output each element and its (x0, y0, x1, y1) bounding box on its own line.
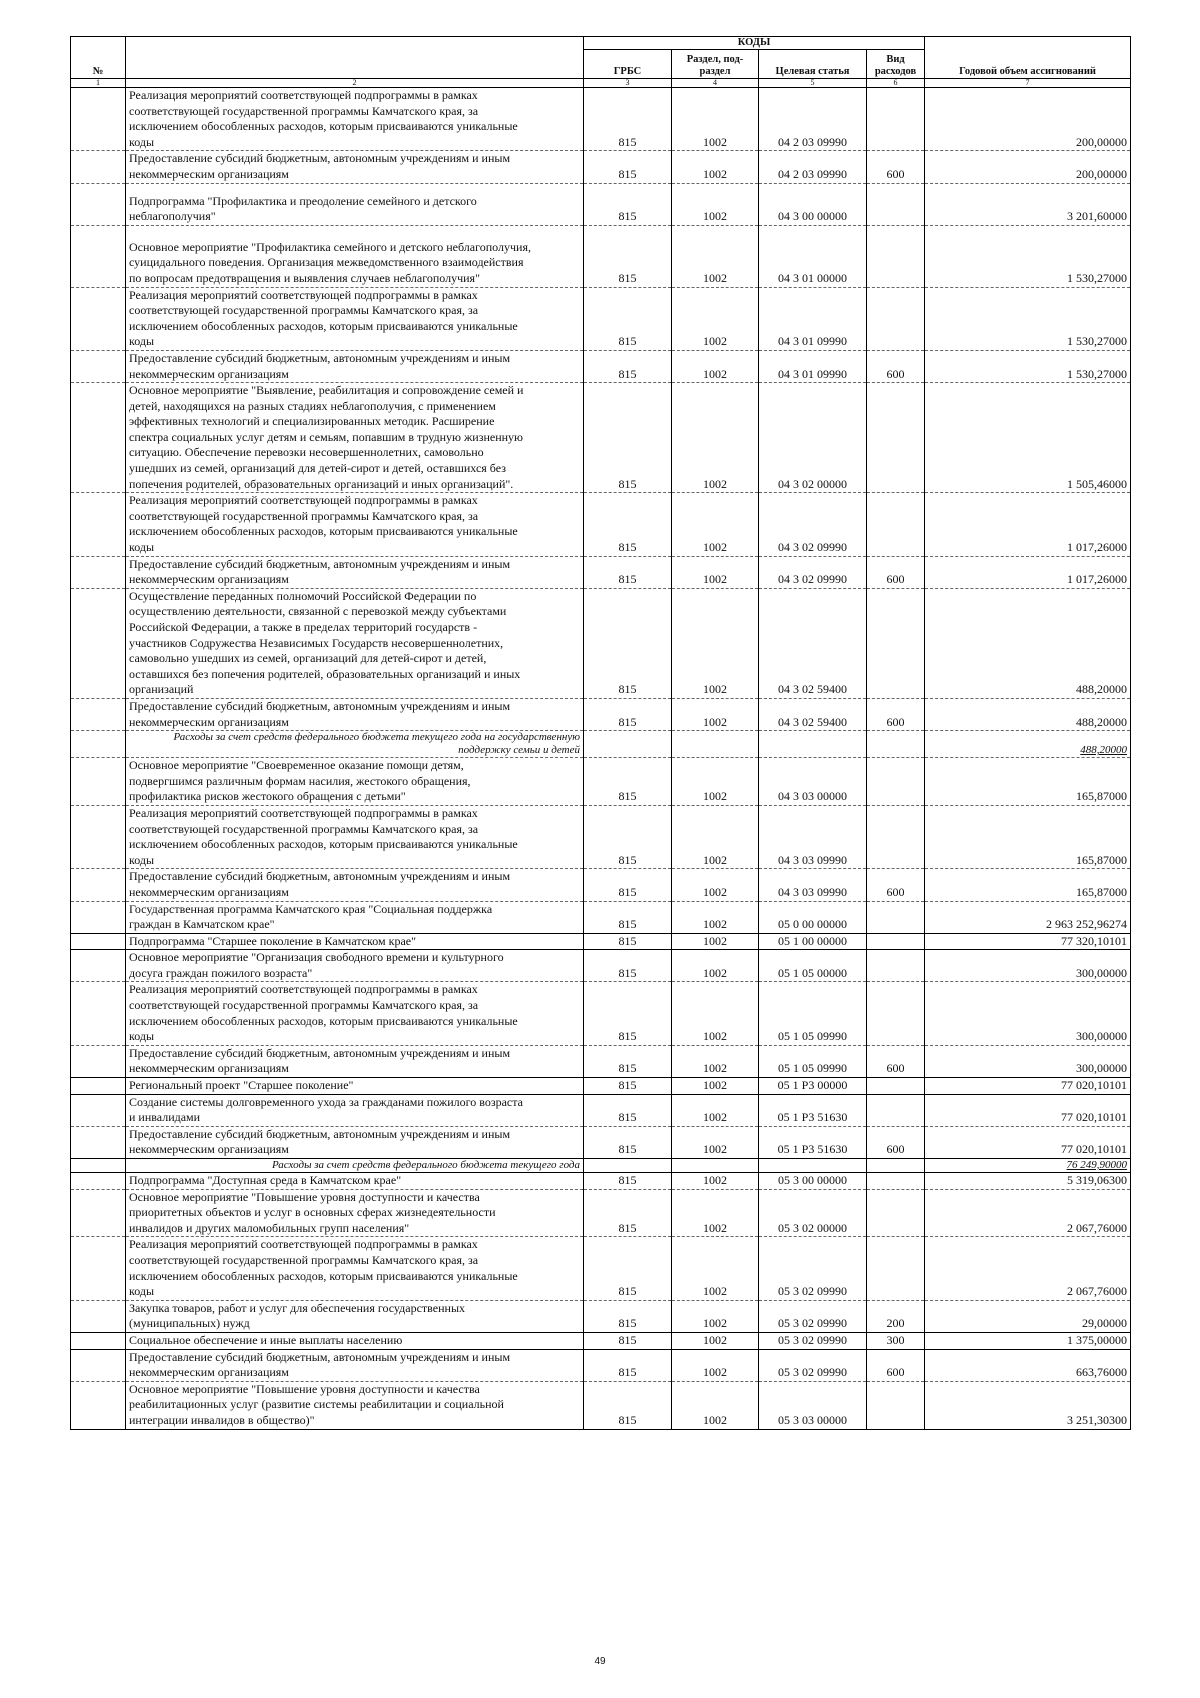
cell-exp-type: 600 (867, 1349, 925, 1381)
cell-exp-type (867, 933, 925, 950)
header-exp-type: Вид расходов (867, 50, 925, 79)
cell-grbs: 815 (584, 1300, 672, 1332)
table-row (71, 758, 1131, 806)
cell-target: 05 1 P3 00000 (759, 1078, 867, 1095)
cell-amount: 1 530,27000 (925, 350, 1131, 382)
cell-number (71, 88, 126, 151)
cell-exp-type (867, 805, 925, 868)
table-row (71, 225, 1131, 287)
cell-amount: 2 067,76000 (925, 1189, 1131, 1237)
cell-name: Предоставление субсидий бюджетным, автономным учреждениям и иным некоммерческим организациям (126, 698, 584, 730)
cell-section: 1002 (672, 1349, 759, 1381)
cell-grbs: 815 (584, 1094, 672, 1126)
cell-grbs: 815 (584, 1045, 672, 1077)
cell-section: 1002 (672, 901, 759, 933)
cell-target: 05 1 P3 51630 (759, 1126, 867, 1158)
cell-amount: 2 067,76000 (925, 1237, 1131, 1300)
cell-name: Предоставление субсидий бюджетным, автономным учреждениям и иным некоммерческим организациям (126, 1349, 584, 1381)
cell-amount: 300,00000 (925, 982, 1131, 1045)
cell-number (71, 1300, 126, 1332)
budget-table (70, 36, 1131, 1430)
budget-page (70, 36, 1130, 1430)
cell-number (71, 588, 126, 698)
cell-name: Основное мероприятие "Профилактика семейного и детского неблагополучия, суицидального поведения. Организация межведомственного взаимодействия по вопросам предотвращения и выявления случаев неблагополучия" (126, 225, 584, 287)
cell-grbs: 815 (584, 225, 672, 287)
cell-name: Расходы за счет средств федерального бюджета текущего года на государственную поддержку семьи и детей (126, 731, 584, 758)
cell-name: Подпрограмма "Старшее поколение в Камчатском крае" (126, 933, 584, 950)
cell-target: 05 3 02 00000 (759, 1189, 867, 1237)
cell-grbs: 815 (584, 1381, 672, 1429)
cell-target: 04 3 02 00000 (759, 383, 867, 493)
cell-grbs: 815 (584, 151, 672, 183)
cell-exp-type (867, 588, 925, 698)
cell-number (71, 758, 126, 806)
cell-target: 04 3 03 09990 (759, 805, 867, 868)
cell-section: 1002 (672, 698, 759, 730)
cell-name: Подпрограмма "Профилактика и преодоление семейного и детского неблагополучия" (126, 183, 584, 225)
cell-number (71, 1237, 126, 1300)
cell-amount: 200,00000 (925, 151, 1131, 183)
table-row (71, 383, 1131, 493)
cell-number (71, 731, 126, 758)
cell-exp-type (867, 1094, 925, 1126)
cell-grbs: 815 (584, 1237, 672, 1300)
cell-grbs: 815 (584, 1173, 672, 1190)
cell-number (71, 287, 126, 350)
cell-number (71, 183, 126, 225)
table-row (71, 1349, 1131, 1381)
cell-number (71, 950, 126, 982)
header-target: Целевая статья (759, 50, 867, 79)
cell-section: 1002 (672, 982, 759, 1045)
cell-name: Реализация мероприятий соответствующей подпрограммы в рамках соответствующей государственной программы Камчатского края, за исключением обособленных расходов, которым присваиваются уникальные коды (126, 805, 584, 868)
cell-name: Основное мероприятие "Своевременное оказание помощи детям, подвергшимся различным формам насилия, жестокого обращения, профилактика рисков жестокого обращения с детьми" (126, 758, 584, 806)
cell-section: 1002 (672, 287, 759, 350)
cell-section: 1002 (672, 225, 759, 287)
table-row (71, 1173, 1131, 1190)
cell-grbs: 815 (584, 901, 672, 933)
cell-exp-type: 600 (867, 869, 925, 901)
cell-name: Создание системы долговременного ухода за гражданами пожилого возраста и инвалидами (126, 1094, 584, 1126)
cell-section: 1002 (672, 493, 759, 556)
header-grbs: ГРБС (584, 50, 672, 79)
cell-section: 1002 (672, 1078, 759, 1095)
table-row (71, 556, 1131, 588)
cell-grbs: 815 (584, 383, 672, 493)
cell-target: 05 1 05 00000 (759, 950, 867, 982)
cell-amount: 165,87000 (925, 758, 1131, 806)
cell-section: 1002 (672, 1126, 759, 1158)
table-row (71, 982, 1131, 1045)
cell-amount: 76 249,90000 (925, 1159, 1131, 1173)
cell-number (71, 493, 126, 556)
cell-amount: 1 530,27000 (925, 287, 1131, 350)
cell-number (71, 1078, 126, 1095)
cell-amount: 77 320,10101 (925, 933, 1131, 950)
cell-amount: 3 201,60000 (925, 183, 1131, 225)
cell-section: 1002 (672, 1173, 759, 1190)
header-name (126, 37, 584, 79)
cell-number (71, 556, 126, 588)
table-row (71, 1332, 1131, 1349)
cell-target: 05 1 05 09990 (759, 982, 867, 1045)
table-row (71, 1189, 1131, 1237)
table-row (71, 805, 1131, 868)
cell-name: Реализация мероприятий соответствующей подпрограммы в рамках соответствующей государственной программы Камчатского края, за исключением обособленных расходов, которым присваиваются уникальные коды (126, 493, 584, 556)
cell-target: 05 3 02 09990 (759, 1332, 867, 1349)
table-row (71, 1078, 1131, 1095)
table-row (71, 183, 1131, 225)
cell-number (71, 933, 126, 950)
cell-exp-type: 600 (867, 350, 925, 382)
cell-section: 1002 (672, 1381, 759, 1429)
cell-target: 05 3 03 00000 (759, 1381, 867, 1429)
cell-name: Предоставление субсидий бюджетным, автономным учреждениям и иным некоммерческим организациям (126, 151, 584, 183)
col-num: 6 (867, 79, 925, 88)
cell-amount: 1 530,27000 (925, 225, 1131, 287)
cell-amount: 1 375,00000 (925, 1332, 1131, 1349)
cell-section: 1002 (672, 183, 759, 225)
cell-target: 04 3 02 09990 (759, 556, 867, 588)
cell-exp-type (867, 88, 925, 151)
cell-exp-type (867, 183, 925, 225)
cell-number (71, 225, 126, 287)
table-row (71, 901, 1131, 933)
cell-section: 1002 (672, 151, 759, 183)
cell-grbs: 815 (584, 805, 672, 868)
cell-name: Реализация мероприятий соответствующей подпрограммы в рамках соответствующей государственной программы Камчатского края, за исключением обособленных расходов, которым присваиваются уникальные коды (126, 88, 584, 151)
header-number: № (71, 37, 126, 79)
cell-amount: 1 017,26000 (925, 493, 1131, 556)
table-row (71, 1045, 1131, 1077)
cell-section: 1002 (672, 1300, 759, 1332)
cell-number (71, 1189, 126, 1237)
cell-name: Основное мероприятие "Выявление, реабилитация и сопровождение семей и детей, находящихся на разных стадиях неблагополучия, с применением эффективных технологий и специализированных методик. Расширение спектра социальных услуг детям и семьям, попавшим в трудную жизненную ситуацию. Обеспечение перевозки несовершеннолетних, самовольно ушедших из семей, организаций для детей-сирот и детей, оставшихся без попечения родителей, образовательных организаций и иных организаций". (126, 383, 584, 493)
cell-exp-type (867, 758, 925, 806)
cell-section: 1002 (672, 556, 759, 588)
cell-exp-type: 600 (867, 1126, 925, 1158)
cell-grbs: 815 (584, 88, 672, 151)
table-row (71, 698, 1131, 730)
cell-grbs: 815 (584, 183, 672, 225)
cell-target (759, 731, 867, 758)
cell-grbs: 815 (584, 1078, 672, 1095)
cell-exp-type: 600 (867, 1045, 925, 1077)
table-row (71, 151, 1131, 183)
cell-name: Региональный проект "Старшее поколение" (126, 1078, 584, 1095)
cell-grbs: 815 (584, 758, 672, 806)
cell-exp-type (867, 493, 925, 556)
cell-section: 1002 (672, 805, 759, 868)
cell-section: 1002 (672, 350, 759, 382)
cell-number (71, 1332, 126, 1349)
cell-name: Предоставление субсидий бюджетным, автономным учреждениям и иным некоммерческим организациям (126, 350, 584, 382)
table-row (71, 350, 1131, 382)
cell-grbs (584, 1159, 672, 1173)
cell-section: 1002 (672, 1332, 759, 1349)
federal-funds-row (71, 1159, 1131, 1173)
header-section: Раздел, под-раздел (672, 50, 759, 79)
cell-target: 05 3 02 09990 (759, 1300, 867, 1332)
table-row (71, 493, 1131, 556)
cell-target: 04 3 00 00000 (759, 183, 867, 225)
col-num: 3 (584, 79, 672, 88)
cell-target: 04 3 01 09990 (759, 287, 867, 350)
cell-amount: 488,20000 (925, 731, 1131, 758)
cell-target: 05 1 P3 51630 (759, 1094, 867, 1126)
col-num: 1 (71, 79, 126, 88)
col-num: 5 (759, 79, 867, 88)
cell-exp-type (867, 950, 925, 982)
table-row (71, 588, 1131, 698)
cell-exp-type (867, 982, 925, 1045)
header-annual: Годовой объем ассигнований (925, 37, 1131, 79)
cell-grbs (584, 731, 672, 758)
header-column-numbers (71, 79, 1131, 88)
cell-target: 05 1 05 09990 (759, 1045, 867, 1077)
cell-name: Основное мероприятие "Повышение уровня доступности и качества приоритетных объектов и услуг в основных сферах жизнедеятельности инвалидов и других маломобильных групп населения" (126, 1189, 584, 1237)
table-row (71, 1300, 1131, 1332)
cell-number (71, 869, 126, 901)
cell-name: Государственная программа Камчатского края "Социальная поддержка граждан в Камчатском крае" (126, 901, 584, 933)
cell-name: Предоставление субсидий бюджетным, автономным учреждениям и иным некоммерческим организациям (126, 1045, 584, 1077)
cell-exp-type (867, 901, 925, 933)
cell-grbs: 815 (584, 1189, 672, 1237)
cell-section: 1002 (672, 950, 759, 982)
cell-exp-type (867, 1237, 925, 1300)
page-number: 49 (594, 1656, 606, 1667)
cell-grbs: 815 (584, 1332, 672, 1349)
cell-amount: 1 505,46000 (925, 383, 1131, 493)
cell-section (672, 1159, 759, 1173)
cell-exp-type (867, 1159, 925, 1173)
cell-target: 04 3 03 09990 (759, 869, 867, 901)
cell-target: 05 3 02 09990 (759, 1237, 867, 1300)
cell-number (71, 1126, 126, 1158)
cell-grbs: 815 (584, 950, 672, 982)
table-row (71, 933, 1131, 950)
col-num: 2 (126, 79, 584, 88)
cell-target: 05 3 02 09990 (759, 1349, 867, 1381)
cell-number (71, 151, 126, 183)
cell-amount: 77 020,10101 (925, 1094, 1131, 1126)
table-row (71, 1094, 1131, 1126)
table-row (71, 88, 1131, 151)
cell-target: 04 3 02 59400 (759, 698, 867, 730)
cell-section: 1002 (672, 1189, 759, 1237)
cell-exp-type (867, 225, 925, 287)
cell-amount: 1 017,26000 (925, 556, 1131, 588)
cell-name: Закупка товаров, работ и услуг для обеспечения государственных (муниципальных) нужд (126, 1300, 584, 1332)
cell-exp-type (867, 1173, 925, 1190)
cell-grbs: 815 (584, 493, 672, 556)
cell-number (71, 383, 126, 493)
cell-name: Основное мероприятие "Повышение уровня доступности и качества реабилитационных услуг (развитие системы реабилитации и социальной интеграции инвалидов в общество)" (126, 1381, 584, 1429)
cell-target: 05 0 00 00000 (759, 901, 867, 933)
cell-amount: 488,20000 (925, 698, 1131, 730)
cell-grbs: 815 (584, 933, 672, 950)
cell-exp-type: 300 (867, 1332, 925, 1349)
cell-target: 04 3 02 09990 (759, 493, 867, 556)
cell-exp-type (867, 1078, 925, 1095)
cell-exp-type (867, 287, 925, 350)
table-row (71, 869, 1131, 901)
cell-grbs: 815 (584, 588, 672, 698)
cell-amount: 488,20000 (925, 588, 1131, 698)
cell-exp-type: 200 (867, 1300, 925, 1332)
cell-grbs: 815 (584, 869, 672, 901)
cell-exp-type (867, 731, 925, 758)
cell-section: 1002 (672, 1045, 759, 1077)
cell-target: 04 3 02 59400 (759, 588, 867, 698)
cell-name: Социальное обеспечение и иные выплаты населению (126, 1332, 584, 1349)
cell-exp-type (867, 1381, 925, 1429)
cell-number (71, 1159, 126, 1173)
cell-name: Осуществление переданных полномочий Российской Федерации по осуществлению деятельности, связанной с перевозкой между субъектами Российской Федерации, а также в пределах территорий государств - участников Содружества Независимых Государств несовершеннолетних, самовольно ушедших из семей, организаций для детей-сирот и детей, оставшихся без попечения родителей, образовательных организаций и иных организаций (126, 588, 584, 698)
cell-name: Реализация мероприятий соответствующей подпрограммы в рамках соответствующей государственной программы Камчатского края, за исключением обособленных расходов, которым присваиваются уникальные коды (126, 1237, 584, 1300)
table-row (71, 1126, 1131, 1158)
cell-name: Подпрограмма "Доступная среда в Камчатском крае" (126, 1173, 584, 1190)
cell-number (71, 350, 126, 382)
cell-amount: 300,00000 (925, 950, 1131, 982)
cell-name: Предоставление субсидий бюджетным, автономным учреждениям и иным некоммерческим организациям (126, 556, 584, 588)
cell-exp-type: 600 (867, 151, 925, 183)
cell-exp-type (867, 1189, 925, 1237)
cell-number (71, 805, 126, 868)
table-header (71, 37, 1131, 88)
table-row (71, 287, 1131, 350)
cell-amount: 5 319,06300 (925, 1173, 1131, 1190)
cell-grbs: 815 (584, 556, 672, 588)
cell-number (71, 901, 126, 933)
cell-target: 05 3 00 00000 (759, 1173, 867, 1190)
cell-section: 1002 (672, 1094, 759, 1126)
cell-section: 1002 (672, 588, 759, 698)
cell-exp-type: 600 (867, 698, 925, 730)
cell-target: 05 1 00 00000 (759, 933, 867, 950)
cell-amount: 77 020,10101 (925, 1078, 1131, 1095)
cell-target: 04 3 01 09990 (759, 350, 867, 382)
cell-grbs: 815 (584, 287, 672, 350)
cell-target: 04 2 03 09990 (759, 151, 867, 183)
cell-number (71, 982, 126, 1045)
cell-grbs: 815 (584, 982, 672, 1045)
cell-amount: 200,00000 (925, 88, 1131, 151)
cell-name: Расходы за счет средств федерального бюджета текущего года (126, 1159, 584, 1173)
cell-section: 1002 (672, 383, 759, 493)
cell-name: Предоставление субсидий бюджетным, автономным учреждениям и иным некоммерческим организациям (126, 1126, 584, 1158)
cell-section: 1002 (672, 869, 759, 901)
cell-name: Основное мероприятие "Организация свободного времени и культурного досуга граждан пожилого возраста" (126, 950, 584, 982)
cell-exp-type: 600 (867, 556, 925, 588)
cell-grbs: 815 (584, 698, 672, 730)
cell-name: Реализация мероприятий соответствующей подпрограммы в рамках соответствующей государственной программы Камчатского края, за исключением обособленных расходов, которым присваиваются уникальные коды (126, 287, 584, 350)
table-body (71, 88, 1131, 1430)
cell-amount: 2 963 252,96274 (925, 901, 1131, 933)
cell-grbs: 815 (584, 1126, 672, 1158)
cell-name: Реализация мероприятий соответствующей подпрограммы в рамках соответствующей государственной программы Камчатского края, за исключением обособленных расходов, которым присваиваются уникальные коды (126, 982, 584, 1045)
table-row (71, 1381, 1131, 1429)
cell-name: Предоставление субсидий бюджетным, автономным учреждениям и иным некоммерческим организациям (126, 869, 584, 901)
cell-target (759, 1159, 867, 1173)
cell-number (71, 1045, 126, 1077)
cell-number (71, 1173, 126, 1190)
col-num: 7 (925, 79, 1131, 88)
federal-funds-row (71, 731, 1131, 758)
cell-amount: 300,00000 (925, 1045, 1131, 1077)
cell-grbs: 815 (584, 350, 672, 382)
table-row (71, 1237, 1131, 1300)
cell-amount: 77 020,10101 (925, 1126, 1131, 1158)
cell-number (71, 1094, 126, 1126)
cell-target: 04 2 03 09990 (759, 88, 867, 151)
cell-amount: 663,76000 (925, 1349, 1131, 1381)
cell-amount: 165,87000 (925, 805, 1131, 868)
cell-amount: 29,00000 (925, 1300, 1131, 1332)
cell-target: 04 3 03 00000 (759, 758, 867, 806)
cell-section (672, 731, 759, 758)
cell-section: 1002 (672, 933, 759, 950)
cell-number (71, 1381, 126, 1429)
cell-section: 1002 (672, 758, 759, 806)
cell-amount: 3 251,30300 (925, 1381, 1131, 1429)
table-row (71, 950, 1131, 982)
cell-amount: 165,87000 (925, 869, 1131, 901)
cell-number (71, 698, 126, 730)
cell-target: 04 3 01 00000 (759, 225, 867, 287)
cell-section: 1002 (672, 1237, 759, 1300)
cell-section: 1002 (672, 88, 759, 151)
cell-exp-type (867, 383, 925, 493)
header-codes: КОДЫ (584, 37, 925, 50)
cell-number (71, 1349, 126, 1381)
col-num: 4 (672, 79, 759, 88)
cell-grbs: 815 (584, 1349, 672, 1381)
